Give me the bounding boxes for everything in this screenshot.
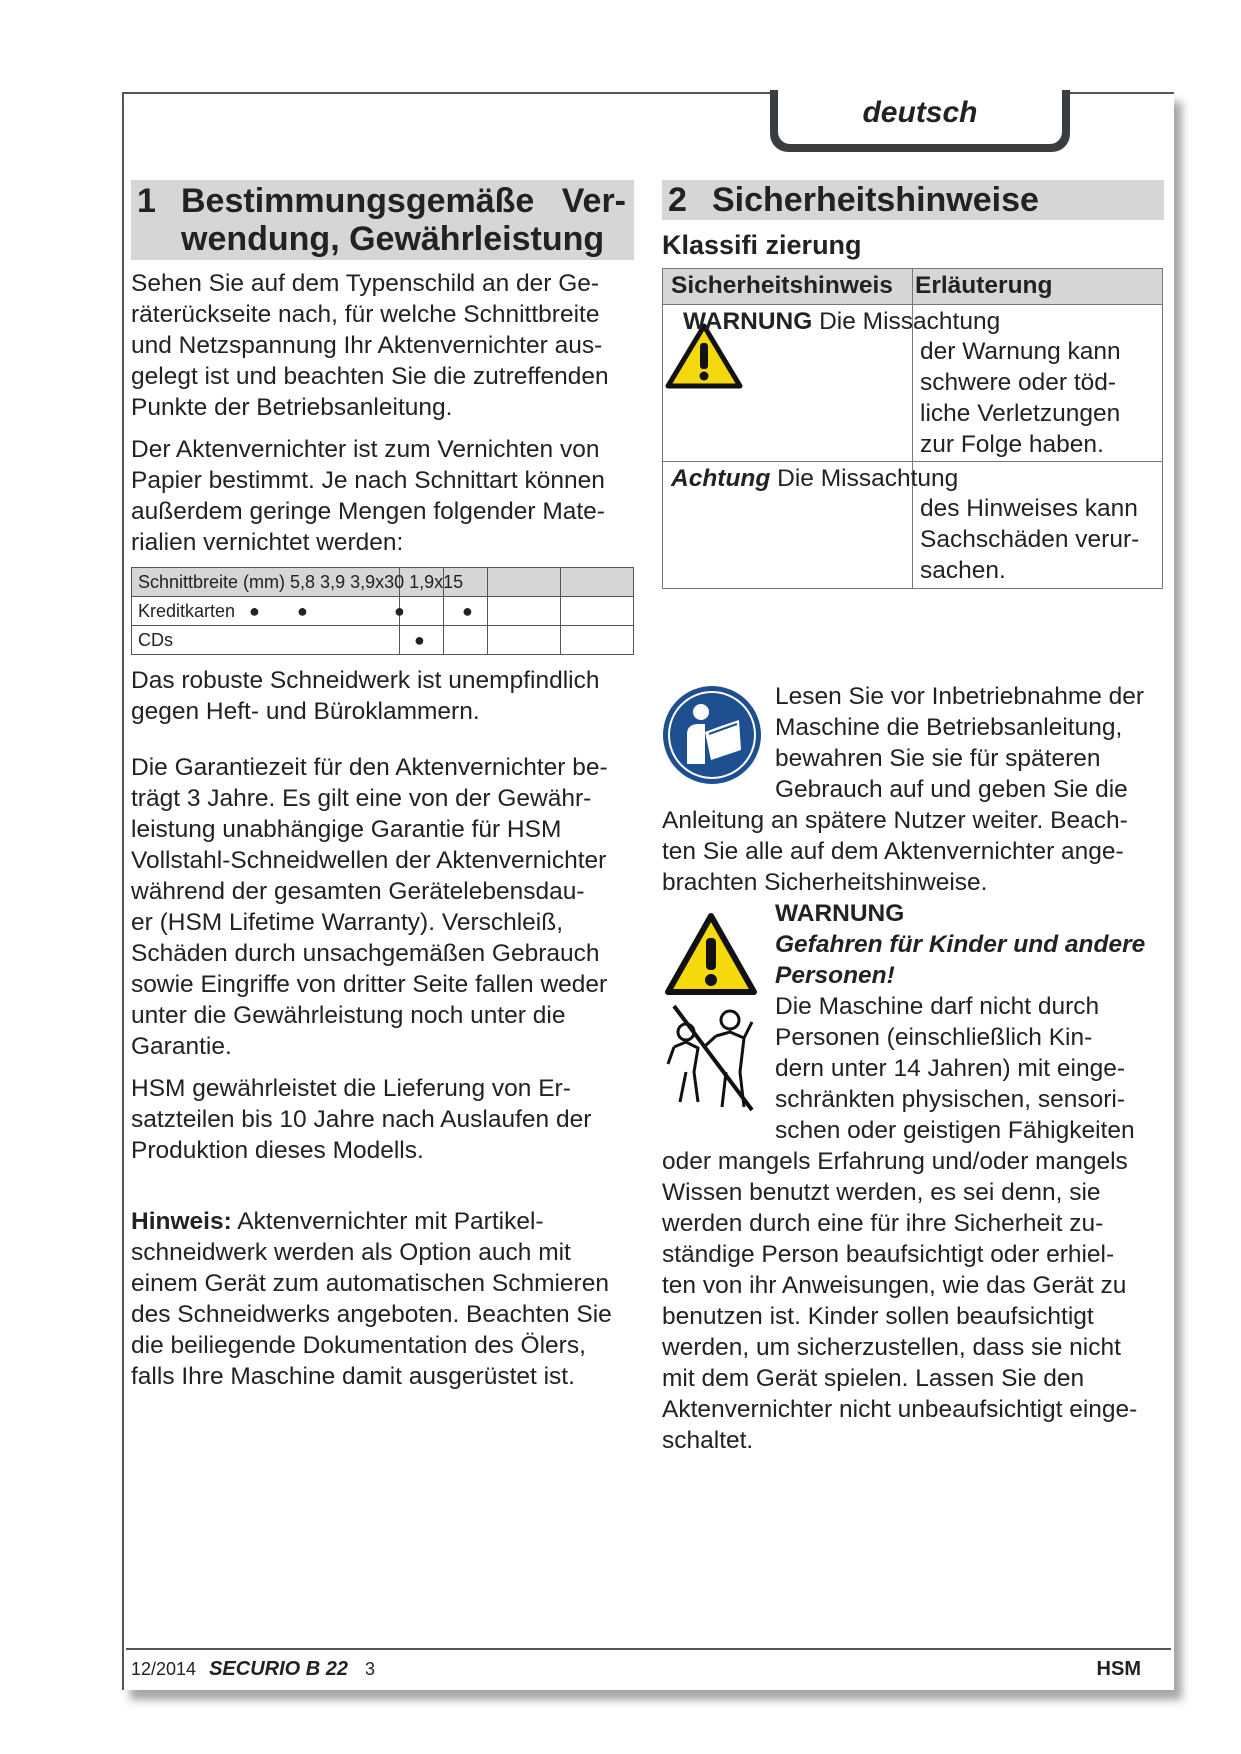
text-line: liche Verletzungen	[920, 400, 1121, 427]
dot-mark: ●	[249, 601, 260, 621]
text-line: Lesen Sie vor Inbetriebnahme der	[775, 683, 1145, 710]
dot-mark: ●	[297, 601, 308, 621]
text-line: sachen.	[920, 557, 1006, 584]
text-line: gelegt ist und beachten Sie die zutreffenden	[131, 363, 609, 390]
note-label: Hinweis:	[131, 1208, 232, 1235]
text-line: gegen Heft- und Büroklammern.	[131, 698, 480, 725]
text-line: Gebrauch auf und geben Sie die	[775, 776, 1128, 803]
text-line: Die Garantiezeit für den Aktenvernichter be-	[131, 754, 608, 781]
text-line: schwere oder töd-	[920, 369, 1117, 396]
text-line: satzteilen bis 10 Jahre nach Auslaufen der	[131, 1106, 592, 1133]
classification-table	[662, 268, 1163, 589]
warning-label: WARNUNG	[683, 308, 813, 335]
text-line: Vollstahl-Schneidwellen der Aktenvernichter	[131, 847, 607, 874]
dot-mark: ●	[462, 601, 473, 621]
text-line: benutzen ist. Kinder sollen beaufsichtigt	[662, 1303, 1094, 1330]
warning-title: Personen!	[775, 962, 895, 989]
text-line: Schäden durch unsachgemäßen Gebrauch	[131, 940, 600, 967]
text-line: mit dem Gerät spielen. Lassen Sie den	[662, 1365, 1085, 1392]
text-line: schränkten physischen, sensori-	[775, 1086, 1125, 1113]
text-line: außerdem geringe Mengen folgender Mate-	[131, 498, 605, 525]
paragraph-materials	[131, 434, 605, 558]
text-line: werden durch eine für ihre Sicherheit zu-	[662, 1210, 1104, 1237]
paragraph-cutting-unit	[131, 665, 599, 727]
column-header: Erläuterung	[915, 272, 1053, 299]
footer-date: 12/2014	[131, 1659, 197, 1679]
paragraph-warranty	[131, 752, 608, 1062]
text-line: Wissen benutzt werden, es sei denn, sie	[662, 1179, 1101, 1206]
heading-text: Sicherheitshinweise	[712, 181, 1039, 219]
column-header: Sicherheitshinweis	[671, 272, 893, 299]
text-line: rialien vernichtet werden:	[131, 529, 404, 556]
text-line: zur Folge haben.	[920, 431, 1104, 458]
read-manual-icon	[661, 684, 763, 786]
text-line: falls Ihre Maschine damit ausgerüstet ist.	[131, 1363, 575, 1390]
text-line: ten Sie alle auf dem Aktenvernichter ange-	[662, 838, 1124, 865]
text-line: einem Gerät zum automatischen Schmieren	[131, 1270, 609, 1297]
dot-mark: ●	[394, 601, 405, 621]
paragraph-intended-use	[131, 268, 609, 423]
cut-width-table	[131, 567, 634, 655]
section-number: 1	[137, 182, 156, 220]
caution-label: Achtung	[671, 465, 771, 492]
text-line: ständige Person beaufsichtigt oder erhiel-	[662, 1241, 1115, 1268]
text-line: HSM gewährleistet die Lieferung von Er-	[131, 1075, 571, 1102]
paragraph-read-manual-cont	[662, 805, 1128, 898]
text-line: Aktenvernichter mit Partikel-	[231, 1208, 544, 1235]
text-line: er (HSM Lifetime Warranty). Verschleiß,	[131, 909, 564, 936]
text-line: Sachschäden verur-	[920, 526, 1140, 553]
text-line: oder mangels Erfahrung und/oder mangels	[662, 1148, 1128, 1175]
footer	[126, 1648, 1171, 1680]
text-line: dern unter 14 Jahren) mit einge-	[775, 1055, 1125, 1082]
text-line: die beiliegende Dokumentation des Ölers,	[131, 1332, 586, 1359]
paragraph-children-warning	[775, 991, 1135, 1146]
text-line: und Netzspannung Ihr Aktenvernichter aus-	[131, 332, 603, 359]
dot-mark: ●	[414, 630, 425, 650]
language-label: deutsch	[778, 90, 1062, 144]
text-line: sowie Eingriffe von dritter Seite fallen weder	[131, 971, 608, 998]
section-number: 2	[668, 181, 687, 219]
text-line: werden, um sicherzustellen, dass sie nicht	[662, 1334, 1121, 1361]
text-line: Die Maschine darf nicht durch	[775, 993, 1100, 1020]
section-2-heading	[662, 180, 1164, 220]
text-line: des Hinweises kann	[920, 495, 1138, 522]
paragraph-spare-parts	[131, 1073, 591, 1166]
text-line: Personen (einschließlich Kin-	[775, 1024, 1093, 1051]
row-label: Kreditkarten	[138, 600, 236, 621]
page-number: 3	[365, 1659, 376, 1679]
text-line: der Warnung kann	[920, 338, 1121, 365]
hsm-logo: HSM	[1096, 1658, 1141, 1680]
warning-block	[775, 898, 1145, 991]
paragraph-read-manual	[775, 681, 1144, 805]
text-line: des Schneidwerks angeboten. Beachten Sie	[131, 1301, 612, 1328]
text-line: Die Missachtung	[770, 465, 959, 492]
row-label: CDs	[132, 626, 400, 655]
subheading: Klassifi zierung	[662, 230, 862, 260]
text-line: brachten Sicherheitshinweise.	[662, 869, 988, 896]
warning-triangle-icon	[664, 912, 758, 996]
paragraph-note	[131, 1206, 612, 1392]
text-line: Sehen Sie auf dem Typenschild an der Ge-	[131, 270, 600, 297]
text-line: Produktion dieses Modells.	[131, 1137, 424, 1164]
warning-label: WARNUNG	[775, 900, 905, 927]
no-children-icon	[664, 1002, 756, 1112]
text-line: bewahren Sie sie für späteren	[775, 745, 1101, 772]
text-line: schen oder geistigen Fähigkeiten	[775, 1117, 1135, 1144]
text-line: unter die Gewährleistung noch unter die	[131, 1002, 566, 1029]
text-line: ten von ihr Anweisungen, wie das Gerät zu	[662, 1272, 1127, 1299]
heading-line: wendung, Gewährleistung	[181, 220, 605, 258]
text-line: Die Missachtung	[812, 308, 1001, 335]
paragraph-children-warning-cont	[662, 1146, 1137, 1456]
text-line: schneidwerk werden als Option auch mit	[131, 1239, 571, 1266]
section-1-heading	[131, 180, 634, 260]
text-line: Maschine die Betriebsanleitung,	[775, 714, 1123, 741]
text-line: Punkte der Betriebsanleitung.	[131, 394, 453, 421]
text-line: leistung unabhängige Garantie für HSM	[131, 816, 562, 843]
text-line: schaltet.	[662, 1427, 754, 1454]
warning-title: Gefahren für Kinder und andere	[775, 931, 1146, 958]
table-header: Schnittbreite (mm) 5,8 3,9 3,9x30 1,9x15	[138, 572, 464, 592]
footer-model: SECURIO B 22	[209, 1658, 349, 1680]
text-line: räterückseite nach, für welche Schnittbreite	[131, 301, 600, 328]
text-line: Aktenvernichter nicht unbeaufsichtigt einge-	[662, 1396, 1138, 1423]
text-line: Der Aktenvernichter ist zum Vernichten von	[131, 436, 600, 463]
text-line: Papier bestimmt. Je nach Schnittart können	[131, 467, 605, 494]
text-line: Garantie.	[131, 1033, 232, 1060]
text-line: während der gesamten Gerätelebensdau-	[131, 878, 585, 905]
text-line: Das robuste Schneidwerk ist unempfindlich	[131, 667, 600, 694]
text-line: trägt 3 Jahre. Es gilt eine von der Gewähr-	[131, 785, 592, 812]
language-tab	[770, 90, 1070, 152]
text-line: Anleitung an spätere Nutzer weiter. Beach-	[662, 807, 1128, 834]
heading-line: Bestimmungsgemäße Ver-	[181, 182, 626, 220]
